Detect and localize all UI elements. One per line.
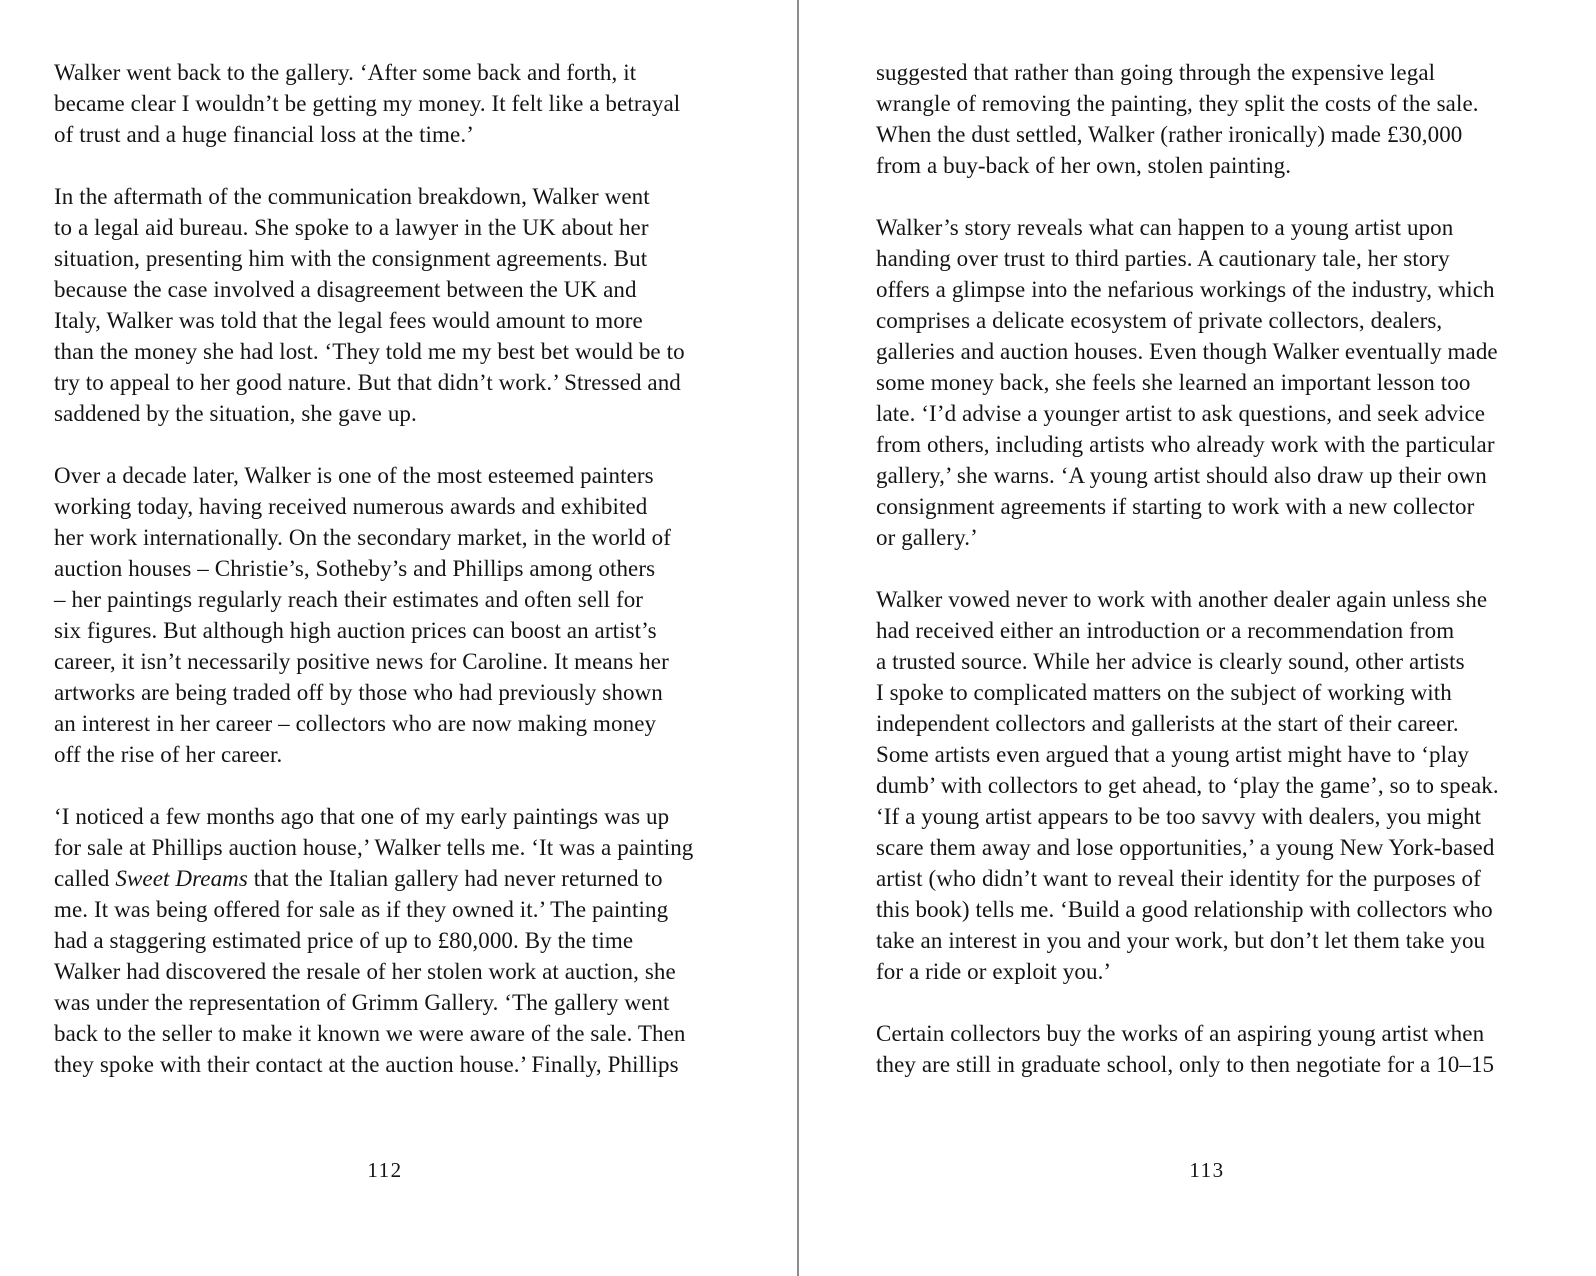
text-line: from others, including artists who already work with the particular <box>876 432 1495 457</box>
paragraph <box>876 1018 1538 1080</box>
text-line: of trust and a huge financial loss at the time.’ <box>54 122 474 147</box>
text-line: situation, presenting him with the consignment agreements. But <box>54 246 648 271</box>
text-line: a trusted source. While her advice is clearly sound, other artists <box>876 649 1465 674</box>
text-line: Some artists even argued that a young artist might have to ‘play <box>876 742 1469 767</box>
paragraph <box>54 460 716 770</box>
text-line: they are still in graduate school, only to then negotiate for a 10–15 <box>876 1052 1495 1077</box>
text-line: scare them away and lose opportunities,’ a young New York-based <box>876 835 1495 860</box>
text-line: her work internationally. On the secondary market, in the world of <box>54 525 671 550</box>
text-line: Certain collectors buy the works of an aspiring young artist when <box>876 1021 1485 1046</box>
text-line: In the aftermath of the communication breakdown, Walker went <box>54 184 650 209</box>
text-line: an interest in her career – collectors who are now making money <box>54 711 657 736</box>
text-line: artworks are being traded off by those who had previously shown <box>54 680 663 705</box>
text-line: because the case involved a disagreement between the UK and <box>54 277 637 302</box>
paragraph <box>54 181 716 429</box>
paragraph <box>876 584 1538 987</box>
page-right-text <box>876 57 1538 1080</box>
text-line: galleries and auction houses. Even though Walker eventually made <box>876 339 1498 364</box>
text-line: six figures. But although high auction prices can boost an artist’s <box>54 618 657 643</box>
text-line: offers a glimpse into the nefarious workings of the industry, which <box>876 277 1495 302</box>
text-line: ‘If a young artist appears to be too savvy with dealers, you might <box>876 804 1482 829</box>
paragraph <box>54 57 716 150</box>
text-line: to a legal aid bureau. She spoke to a lawyer in the UK about her <box>54 215 649 240</box>
text-line: for a ride or exploit you.’ <box>876 959 1112 984</box>
text-line: back to the seller to make it known we were aware of the sale. Then <box>54 1021 686 1046</box>
paragraph <box>876 57 1538 181</box>
text-line: auction houses – Christie’s, Sotheby’s and Phillips among others <box>54 556 656 581</box>
text-line: Walker vowed never to work with another dealer again unless she <box>876 587 1488 612</box>
text-line: comprises a delicate ecosystem of private collectors, dealers, <box>876 308 1443 333</box>
text-line: handing over trust to third parties. A cautionary tale, her story <box>876 246 1450 271</box>
text-line: I spoke to complicated matters on the subject of working with <box>876 680 1452 705</box>
text-line: from a buy-back of her own, stolen painting. <box>876 153 1292 178</box>
text-line: for sale at Phillips auction house,’ Walker tells me. ‘It was a painting <box>54 835 694 860</box>
paragraph <box>876 212 1538 553</box>
paragraph <box>54 801 716 1080</box>
text-line: became clear I wouldn’t be getting my money. It felt like a betrayal <box>54 91 681 116</box>
text-line: some money back, she feels she learned an important lesson too <box>876 370 1471 395</box>
text-line: dumb’ with collectors to get ahead, to ‘play the game’, so to speak. <box>876 773 1499 798</box>
text-line: saddened by the situation, she gave up. <box>54 401 417 426</box>
text-line: suggested that rather than going through the expensive legal <box>876 60 1436 85</box>
text-line: consignment agreements if starting to work with a new collector <box>876 494 1475 519</box>
text-line: Walker had discovered the resale of her stolen work at auction, she <box>54 959 676 984</box>
text-line: was under the representation of Grimm Gallery. ‘The gallery went <box>54 990 670 1015</box>
text-line: When the dust settled, Walker (rather ironically) made £30,000 <box>876 122 1463 147</box>
page-right <box>798 0 1596 1276</box>
text-line: working today, having received numerous awards and exhibited <box>54 494 648 519</box>
text-line: off the rise of her career. <box>54 742 283 767</box>
text-line: Walker’s story reveals what can happen to a young artist upon <box>876 215 1454 240</box>
text-line: called Sweet Dreams that the Italian gallery had never returned to <box>54 866 663 891</box>
text-line: late. ‘I’d advise a younger artist to ask questions, and seek advice <box>876 401 1486 426</box>
text-line: gallery,’ she warns. ‘A young artist should also draw up their own <box>876 463 1487 488</box>
text-line: me. It was being offered for sale as if they owned it.’ The painting <box>54 897 669 922</box>
text-line: – her paintings regularly reach their estimates and often sell for <box>54 587 644 612</box>
text-line: take an interest in you and your work, but don’t let them take you <box>876 928 1486 953</box>
text-line: artist (who didn’t want to reveal their identity for the purposes of <box>876 866 1481 891</box>
page-left-text <box>54 57 716 1080</box>
text-line: they spoke with their contact at the auction house.’ Finally, Phillips <box>54 1052 679 1077</box>
text-line: Italy, Walker was told that the legal fees would amount to more <box>54 308 643 333</box>
text-line: had received either an introduction or a recommendation from <box>876 618 1455 643</box>
page-number-right: 113 <box>1189 1158 1225 1182</box>
page-number-left: 112 <box>367 1158 403 1182</box>
text-line: ‘I noticed a few months ago that one of my early paintings was up <box>54 804 670 829</box>
italic-text: Sweet Dreams <box>115 866 248 891</box>
text-line: Over a decade later, Walker is one of the most esteemed painters <box>54 463 654 488</box>
text-line: wrangle of removing the painting, they split the costs of the sale. <box>876 91 1479 116</box>
text-line: or gallery.’ <box>876 525 978 550</box>
text-line: career, it isn’t necessarily positive news for Caroline. It means her <box>54 649 669 674</box>
text-line: independent collectors and gallerists at the start of their career. <box>876 711 1459 736</box>
text-line: than the money she had lost. ‘They told me my best bet would be to <box>54 339 685 364</box>
text-line: had a staggering estimated price of up to £80,000. By the time <box>54 928 634 953</box>
text-line: Walker went back to the gallery. ‘After some back and forth, it <box>54 60 637 85</box>
text-line: this book) tells me. ‘Build a good relationship with collectors who <box>876 897 1493 922</box>
text-line: try to appeal to her good nature. But that didn’t work.’ Stressed and <box>54 370 681 395</box>
